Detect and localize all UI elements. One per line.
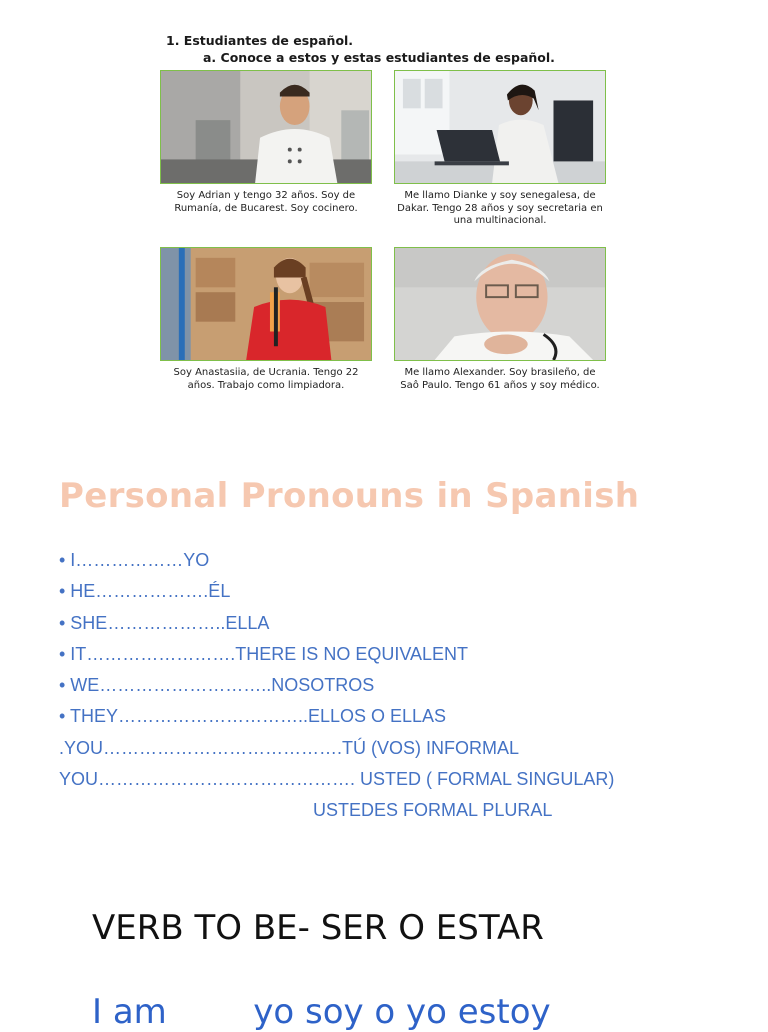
pronoun-line-we: • WE………………………..NOSOTROS [59,675,375,695]
photo-doctor [394,247,606,361]
photo-secretary [394,70,606,184]
verb-title: VERB TO BE- SER O ESTAR [92,908,544,948]
pronoun-line-i: • I………………YO [59,550,210,570]
pronoun-line-you-formal: YOU……………………………………. USTED ( FORMAL SINGULAR) [59,769,615,789]
worksheet-heading: 1. Estudiantes de español. [166,33,354,48]
caption-anastasiia: Soy Anastasiia, de Ucrania. Tengo 22 años. Trabajo como limpiadora. [173,367,359,391]
caption-dianke: Me llamo Dianke y soy senegalesa, de Dakar. Tengo 28 años y soy secretaria en una multinacional. [397,190,603,226]
pronoun-line-you-informal: .YOU………………………………….TÚ (VOS) INFORMAL [59,738,520,758]
caption-adrian: Soy Adrian y tengo 32 años. Soy de Rumanía, de Bucarest. Soy cocinero. [174,190,358,214]
caption-alexander: Me llamo Alexander. Soy brasileño, de Saô Paulo. Tengo 61 años y soy médico. [400,367,600,391]
pronoun-line-it: • IT…………………….THERE IS NO EQUIVALENT [59,644,469,664]
verb-example-line: I am yo soy o yo estoy [92,992,551,1032]
photo-chef [160,70,372,184]
photo-cleaner [160,247,372,361]
pronoun-line-they: • THEY…………………………..ELLOS O ELLAS [59,706,447,726]
pronouns-title: Personal Pronouns in Spanish [59,476,640,516]
pronoun-line-she: • SHE………………..ELLA [59,613,270,633]
pronoun-line-he: • HE……………….ÉL [59,581,231,601]
worksheet-subheading: a. Conoce a estos y estas estudiantes de español. [203,50,555,65]
pronoun-line-ustedes: USTEDES FORMAL PLURAL [313,800,553,820]
